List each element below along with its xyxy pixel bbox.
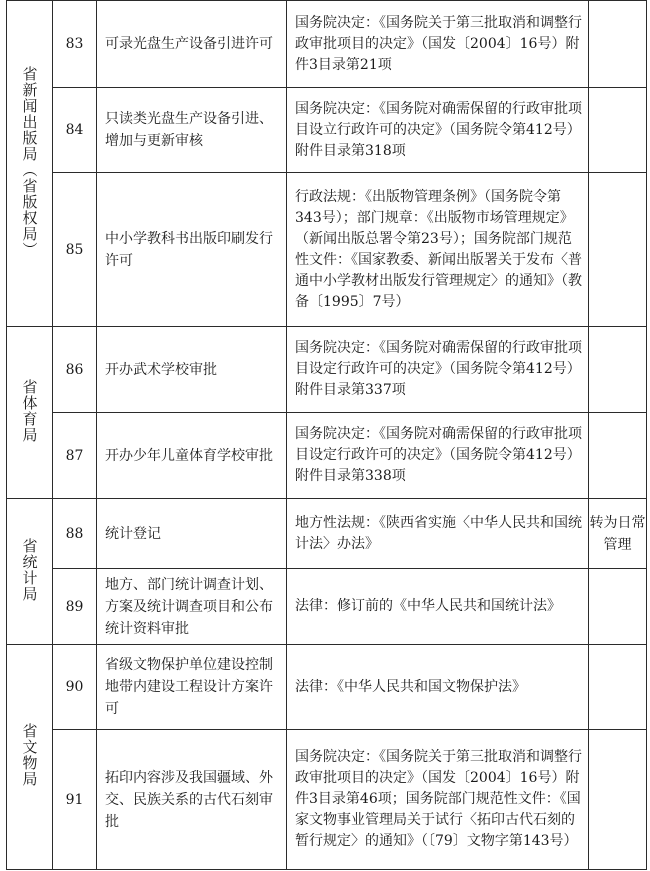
item-name: 拓印内容涉及我国疆域、外交、民族关系的古代石刻审批 (97, 730, 287, 870)
item-note (589, 645, 647, 730)
table-row (7, 413, 647, 499)
table-row (7, 1, 647, 88)
item-note: 转为日常管理 (589, 499, 647, 569)
item-note (589, 569, 647, 645)
item-number: 91 (53, 730, 97, 870)
item-name: 开办少年儿童体育学校审批 (97, 413, 287, 499)
item-basis: 国务院决定：《国务院对确需保留的行政审批项目设定行政许可的决定》（国务院令第412号）附件目录第338项 (287, 413, 589, 499)
item-number: 84 (53, 88, 97, 173)
item-basis: 国务院决定：《国务院关于第三批取消和调整行政审批项目的决定》（国发〔2004〕16号）附件3目录第46项；国务院部门规范性文件：《国家文物事业管理局关于试行〈拓印古代石刻的暂行规定〉的通知》（〔79〕文物字第143号） (287, 730, 589, 870)
dept-label: 省体育局 (20, 378, 39, 443)
item-note (589, 1, 647, 88)
item-basis: 法律：《中华人民共和国文物保护法》 (287, 645, 589, 730)
item-number: 83 (53, 1, 97, 88)
table-row (7, 88, 647, 173)
table-row (7, 327, 647, 413)
item-number: 89 (53, 569, 97, 645)
item-name: 统计登记 (97, 499, 287, 569)
dept-cell (7, 645, 53, 870)
item-note (589, 173, 647, 327)
item-number: 88 (53, 499, 97, 569)
item-basis: 国务院决定：《国务院对确需保留的行政审批项目设立行政许可的决定》（国务院令第412号）附件目录第318项 (287, 88, 589, 173)
table-row (7, 645, 647, 730)
dept-cell (7, 1, 53, 327)
item-name: 省级文物保护单位建设控制地带内建设工程设计方案许可 (97, 645, 287, 730)
dept-cell (7, 327, 53, 499)
dept-label: 省文物局 (20, 723, 39, 787)
item-name: 只读类光盘生产设备引进、增加与更新审核 (97, 88, 287, 173)
approval-items-table (6, 0, 647, 870)
dept-label: 省新闻出版局（省版权局） (20, 65, 39, 258)
dept-cell (7, 499, 53, 645)
table-row (7, 569, 647, 645)
item-note (589, 327, 647, 413)
item-basis: 地方性法规：《陕西省实施〈中华人民共和国统计法〉办法》 (287, 499, 589, 569)
item-name: 可录光盘生产设备引进许可 (97, 1, 287, 88)
item-note (589, 413, 647, 499)
item-number: 85 (53, 173, 97, 327)
dept-label: 省统计局 (20, 537, 39, 602)
item-basis: 法律：修订前的《中华人民共和国统计法》 (287, 569, 589, 645)
item-name: 地方、部门统计调查计划、方案及统计调查项目和公布统计资料审批 (97, 569, 287, 645)
item-number: 86 (53, 327, 97, 413)
table-row (7, 173, 647, 327)
item-name: 中小学教科书出版印刷发行许可 (97, 173, 287, 327)
item-note (589, 730, 647, 870)
item-basis: 国务院决定：《国务院对确需保留的行政审批项目设定行政许可的决定》（国务院令第412号）附件目录第337项 (287, 327, 589, 413)
item-name: 开办武术学校审批 (97, 327, 287, 413)
item-number: 87 (53, 413, 97, 499)
item-number: 90 (53, 645, 97, 730)
item-basis: 行政法规：《出版物管理条例》（国务院令第343号）；部门规章：《出版物市场管理规定》（新闻出版总署令第23号）；国务院部门规范性文件：《国家教委、新闻出版署关于发布〈普通中小学教材出版发行管理规定〉的通知》（教备〔1995〕7号） (287, 173, 589, 327)
table-row (7, 499, 647, 569)
item-note (589, 88, 647, 173)
table-row (7, 730, 647, 870)
item-basis: 国务院决定：《国务院关于第三批取消和调整行政审批项目的决定》（国发〔2004〕16号）附件3目录第21项 (287, 1, 589, 88)
